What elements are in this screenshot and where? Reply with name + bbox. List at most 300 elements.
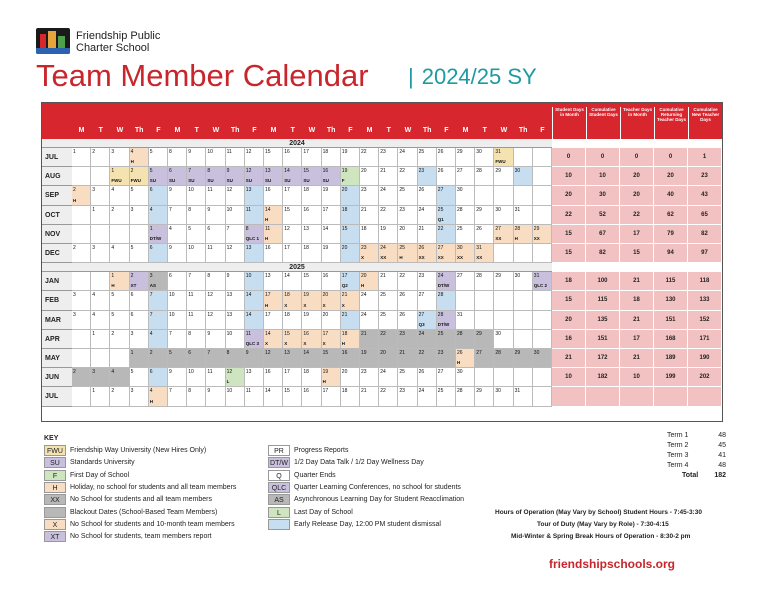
day-number: 25 <box>380 311 386 318</box>
day-number: 7 <box>169 388 172 395</box>
day-number: 19 <box>322 245 329 251</box>
day-header: F <box>156 127 161 134</box>
day-header: W <box>500 127 508 134</box>
day-number: 21 <box>361 388 367 395</box>
day-cell <box>264 272 283 291</box>
day-cell <box>418 186 437 205</box>
day-number: 1 <box>130 350 134 356</box>
day-cell <box>245 349 264 368</box>
day-number: 8 <box>207 273 211 280</box>
day-header: F <box>252 127 257 134</box>
month-stat: 151 <box>586 330 620 349</box>
day-number: 19 <box>380 225 386 232</box>
day-code: H <box>149 398 154 404</box>
day-cell <box>360 368 379 387</box>
key-swatch: F <box>44 470 66 481</box>
month-stat: 82 <box>688 225 722 244</box>
day-cell <box>130 148 149 167</box>
day-cell <box>72 225 91 244</box>
day-code: SU <box>226 178 233 184</box>
day-cell <box>206 272 225 291</box>
day-number: 15 <box>265 149 271 155</box>
day-number: 28 <box>457 388 463 395</box>
day-number: 12 <box>284 225 290 232</box>
hours-line: Mid-Winter & Spring Break Hours of Operation - 8:30-2 pm <box>511 533 691 540</box>
day-cell <box>91 387 110 406</box>
term-value: 45 <box>718 442 726 449</box>
day-header: W <box>116 127 124 134</box>
day-code: X <box>341 302 345 308</box>
day-cell <box>533 148 552 167</box>
day-number: 11 <box>245 330 251 337</box>
day-number: 5 <box>149 149 153 155</box>
month-stat: 10 <box>552 167 586 186</box>
day-number: 4 <box>149 206 153 213</box>
day-code: DT/W <box>149 235 162 241</box>
day-cell <box>264 167 283 186</box>
day-cell <box>302 206 321 225</box>
day-header: M <box>270 127 277 134</box>
day-cell <box>418 330 437 349</box>
day-code: FWU <box>130 178 141 184</box>
day-cell <box>187 330 206 349</box>
day-cell <box>341 244 360 263</box>
day-number: 12 <box>226 187 233 194</box>
day-number: 23 <box>399 388 405 395</box>
day-number: 10 <box>226 330 233 337</box>
day-number: 30 <box>457 187 463 194</box>
key-label: No School for students, team members report <box>70 533 212 541</box>
day-code: X <box>284 302 288 308</box>
key-label: Holiday, no school for students and all team members <box>70 483 237 491</box>
day-cell <box>206 167 225 186</box>
day-number: 25 <box>380 292 386 299</box>
day-cell <box>245 167 264 186</box>
day-cell <box>206 148 225 167</box>
day-number: 6 <box>169 168 172 175</box>
day-number: 22 <box>380 330 386 337</box>
day-code: F <box>341 178 345 184</box>
day-cell <box>110 186 129 205</box>
day-number: 7 <box>169 206 172 213</box>
day-number: 21 <box>361 206 367 213</box>
day-cell <box>475 206 494 225</box>
day-number: 30 <box>514 168 521 175</box>
day-number: 25 <box>418 149 425 155</box>
day-cell <box>130 186 149 205</box>
day-cell <box>110 387 129 406</box>
day-cell <box>514 148 533 167</box>
day-cell <box>168 272 187 291</box>
month-label: JAN <box>42 272 72 291</box>
day-code: H <box>265 302 269 308</box>
day-number: 23 <box>361 187 367 194</box>
day-number: 26 <box>418 369 425 376</box>
day-cell <box>302 311 321 330</box>
day-cell <box>130 368 149 387</box>
day-number: 20 <box>399 225 405 232</box>
day-number: 18 <box>284 311 290 318</box>
day-cell <box>302 349 321 368</box>
day-number: 11 <box>207 245 213 251</box>
day-number: 8 <box>188 206 191 213</box>
key-label: No School for students and all team members <box>70 496 213 504</box>
day-number: 31 <box>533 273 540 280</box>
day-cell <box>168 148 187 167</box>
day-header: T <box>386 127 391 134</box>
month-stat: 100 <box>586 272 620 291</box>
term-value: 48 <box>718 462 726 469</box>
day-cell <box>322 244 341 263</box>
day-cell <box>130 272 149 291</box>
day-cell <box>360 291 379 310</box>
day-cell <box>149 244 168 263</box>
day-cell <box>110 272 129 291</box>
day-cell <box>149 167 168 186</box>
day-number: 24 <box>380 369 386 376</box>
day-header: W <box>404 127 412 134</box>
day-number: 13 <box>245 245 252 251</box>
stat-header: Student Days in Month <box>552 107 586 139</box>
day-cell <box>168 206 187 225</box>
page-title: Team Member Calendar <box>36 58 369 93</box>
day-cell <box>187 368 206 387</box>
day-number: 27 <box>437 369 444 376</box>
day-cell <box>379 291 398 310</box>
day-cell <box>514 368 533 387</box>
day-number: 29 <box>476 330 482 337</box>
day-cell <box>360 272 379 291</box>
day-number: 8 <box>245 225 249 232</box>
day-number: 23 <box>399 206 405 213</box>
day-number: 12 <box>226 245 233 251</box>
calendar-grid <box>41 102 723 422</box>
day-number: 13 <box>265 168 271 175</box>
day-cell <box>437 330 456 349</box>
day-cell <box>341 186 360 205</box>
day-cell <box>302 330 321 349</box>
day-cell <box>322 225 341 244</box>
day-number: 6 <box>149 187 153 194</box>
day-number: 20 <box>380 350 386 356</box>
day-number: 22 <box>361 149 367 155</box>
day-number: 30 <box>476 149 482 155</box>
day-code: QLC 3 <box>245 340 260 346</box>
term-label: Total <box>682 472 699 479</box>
day-number: 18 <box>303 245 309 251</box>
day-number: 1 <box>92 388 95 395</box>
day-number: 13 <box>226 311 233 318</box>
month-stat: 15 <box>552 244 586 263</box>
day-cell <box>341 368 360 387</box>
day-cell <box>245 330 264 349</box>
day-cell <box>245 186 264 205</box>
month-stat: 82 <box>586 244 620 263</box>
day-number: 11 <box>265 225 271 232</box>
day-number: 15 <box>303 168 309 175</box>
month-stat: 23 <box>688 167 722 186</box>
day-cell <box>245 225 264 244</box>
day-cell <box>418 368 437 387</box>
day-code: X <box>265 340 269 346</box>
day-number: 29 <box>533 225 540 232</box>
day-cell <box>72 206 91 225</box>
day-cell <box>130 349 149 368</box>
day-number: 1 <box>111 273 115 280</box>
day-cell <box>110 330 129 349</box>
day-cell <box>72 148 91 167</box>
day-cell <box>437 186 456 205</box>
day-cell <box>475 167 494 186</box>
month-stat <box>586 387 620 406</box>
day-code: H <box>514 235 518 241</box>
year-label: 2025 <box>42 263 552 272</box>
day-cell <box>91 225 110 244</box>
month-label: MAR <box>42 311 72 330</box>
day-number: 26 <box>437 149 444 155</box>
day-cell <box>91 311 110 330</box>
day-number: 10 <box>226 388 233 395</box>
day-cell <box>437 206 456 225</box>
day-number: 16 <box>303 388 309 395</box>
stat-header: Cumulative Returning Teacher Days <box>654 107 688 139</box>
day-cell <box>110 291 129 310</box>
day-cell <box>283 349 302 368</box>
day-number: 5 <box>111 292 115 299</box>
month-stat: 168 <box>654 330 688 349</box>
day-number: 28 <box>514 225 521 232</box>
day-cell <box>226 330 245 349</box>
day-cell <box>418 148 437 167</box>
day-number: 1 <box>92 206 95 213</box>
day-number: 3 <box>130 388 134 395</box>
day-code: H <box>265 216 269 222</box>
day-cell <box>206 186 225 205</box>
day-cell <box>398 167 417 186</box>
day-number: 5 <box>130 187 134 194</box>
month-label: MAY <box>42 349 72 368</box>
month-stat: 43 <box>688 186 722 205</box>
day-number: 8 <box>169 149 172 155</box>
day-number: 15 <box>322 350 329 356</box>
day-code: X <box>303 340 307 346</box>
day-number: 23 <box>399 330 405 337</box>
day-number: 4 <box>149 330 153 337</box>
day-cell <box>418 206 437 225</box>
day-number: 29 <box>457 149 463 155</box>
day-cell <box>360 311 379 330</box>
day-cell <box>360 148 379 167</box>
day-number: 16 <box>341 350 348 356</box>
day-cell <box>264 225 283 244</box>
day-cell <box>91 206 110 225</box>
day-cell <box>475 244 494 263</box>
day-cell <box>206 244 225 263</box>
day-number: 16 <box>265 187 271 194</box>
day-header: T <box>194 127 199 134</box>
day-cell <box>168 244 187 263</box>
day-cell <box>283 206 302 225</box>
day-number: 25 <box>399 245 405 251</box>
day-cell <box>226 311 245 330</box>
day-number: 31 <box>457 311 463 318</box>
day-cell <box>360 349 379 368</box>
month-stat: 62 <box>654 206 688 225</box>
day-number: 5 <box>111 311 115 318</box>
day-cell <box>245 368 264 387</box>
month-label: JUN <box>42 368 72 387</box>
day-cell <box>187 291 206 310</box>
month-stat: 30 <box>586 186 620 205</box>
day-cell <box>322 311 341 330</box>
day-cell <box>245 206 264 225</box>
key-swatch: XT <box>44 531 66 542</box>
day-number: 6 <box>149 245 153 251</box>
month-stat: 17 <box>620 330 654 349</box>
day-cell <box>341 225 360 244</box>
day-cell <box>72 349 91 368</box>
day-cell <box>187 225 206 244</box>
month-stat: 20 <box>552 311 586 330</box>
day-number: 21 <box>380 168 386 175</box>
month-label: NOV <box>42 225 72 244</box>
day-number: 1 <box>111 168 115 175</box>
day-cell <box>206 291 225 310</box>
day-cell <box>456 330 475 349</box>
day-number: 8 <box>188 388 191 395</box>
day-header: Th <box>230 127 240 134</box>
day-cell <box>226 244 245 263</box>
month-label: DEC <box>42 244 72 263</box>
day-number: 24 <box>418 330 425 337</box>
day-number: 24 <box>418 206 425 213</box>
day-number: 18 <box>303 187 309 194</box>
day-number: 1 <box>149 225 153 232</box>
day-header: F <box>444 127 449 134</box>
month-stat: 18 <box>620 291 654 310</box>
month-stat: 182 <box>586 368 620 387</box>
day-cell <box>110 349 129 368</box>
day-cell <box>398 291 417 310</box>
day-number: 9 <box>226 273 230 280</box>
day-cell <box>360 330 379 349</box>
day-cell <box>341 311 360 330</box>
day-cell <box>91 167 110 186</box>
day-number: 7 <box>188 273 191 280</box>
month-stat: 1 <box>688 148 722 167</box>
day-cell <box>379 225 398 244</box>
website-link[interactable]: friendshipschools.org <box>549 557 676 571</box>
day-number: 15 <box>303 273 309 280</box>
day-cell <box>264 206 283 225</box>
month-stat: 172 <box>586 349 620 368</box>
day-cell <box>283 272 302 291</box>
day-cell <box>283 167 302 186</box>
key-label: Quarter Learning Conferences, no school for students <box>294 483 461 491</box>
day-cell <box>283 311 302 330</box>
day-cell <box>398 311 417 330</box>
day-number: 19 <box>322 187 329 194</box>
day-cell <box>533 311 552 330</box>
day-cell <box>245 311 264 330</box>
day-code: H <box>399 255 403 261</box>
day-number: 19 <box>303 311 309 318</box>
day-header: Th <box>134 127 144 134</box>
term-label: Term 3 <box>667 452 689 459</box>
month-stat: 0 <box>654 148 688 167</box>
key-swatch: XX <box>44 494 66 505</box>
day-cell <box>398 349 417 368</box>
day-number: 5 <box>130 245 134 251</box>
day-number: 14 <box>303 350 309 356</box>
day-cell <box>514 387 533 406</box>
day-number: 15 <box>341 225 348 232</box>
day-number: 16 <box>303 330 309 337</box>
day-number: 30 <box>457 245 463 251</box>
month-stat <box>654 387 688 406</box>
day-number: 27 <box>437 187 444 194</box>
day-number: 3 <box>92 369 95 376</box>
month-stat: 79 <box>654 225 688 244</box>
day-number: 24 <box>361 292 367 299</box>
day-number: 14 <box>265 206 271 213</box>
day-cell <box>514 167 533 186</box>
day-number: 4 <box>130 149 134 155</box>
day-cell <box>149 148 168 167</box>
day-cell <box>149 272 168 291</box>
day-number: 17 <box>284 369 290 376</box>
day-number: 10 <box>169 311 175 318</box>
day-number: 26 <box>399 311 405 318</box>
day-number: 28 <box>476 168 482 175</box>
day-number: 11 <box>207 187 213 194</box>
day-cell <box>302 387 321 406</box>
day-cell <box>283 225 302 244</box>
day-cell <box>456 311 475 330</box>
month-stat: 65 <box>688 206 722 225</box>
day-number: 18 <box>322 149 329 155</box>
calendar-header <box>42 103 722 139</box>
day-number: 17 <box>322 206 329 213</box>
month-label: APR <box>42 330 72 349</box>
page-subtitle <box>408 64 537 90</box>
day-number: 14 <box>265 388 271 395</box>
day-code: XT <box>130 283 137 289</box>
day-cell <box>187 387 206 406</box>
day-number: 21 <box>341 292 348 299</box>
day-cell <box>494 225 513 244</box>
day-number: 26 <box>418 187 425 194</box>
day-cell <box>475 148 494 167</box>
day-number: 31 <box>495 149 501 155</box>
day-cell <box>226 272 245 291</box>
day-number: 6 <box>130 292 134 299</box>
key-label: Blackout Dates (School-Based Team Members) <box>70 508 218 516</box>
day-cell <box>72 272 91 291</box>
day-cell <box>533 186 552 205</box>
day-number: 3 <box>73 311 76 318</box>
day-number: 30 <box>457 369 463 376</box>
school-logo <box>36 28 70 54</box>
day-cell <box>322 186 341 205</box>
term-label: Term 2 <box>667 442 689 449</box>
day-number: 9 <box>169 187 172 194</box>
day-number: 6 <box>130 311 134 318</box>
day-cell <box>475 387 494 406</box>
day-cell <box>341 206 360 225</box>
key-label: No School for students and 10-month team members <box>70 520 235 528</box>
day-cell <box>322 291 341 310</box>
